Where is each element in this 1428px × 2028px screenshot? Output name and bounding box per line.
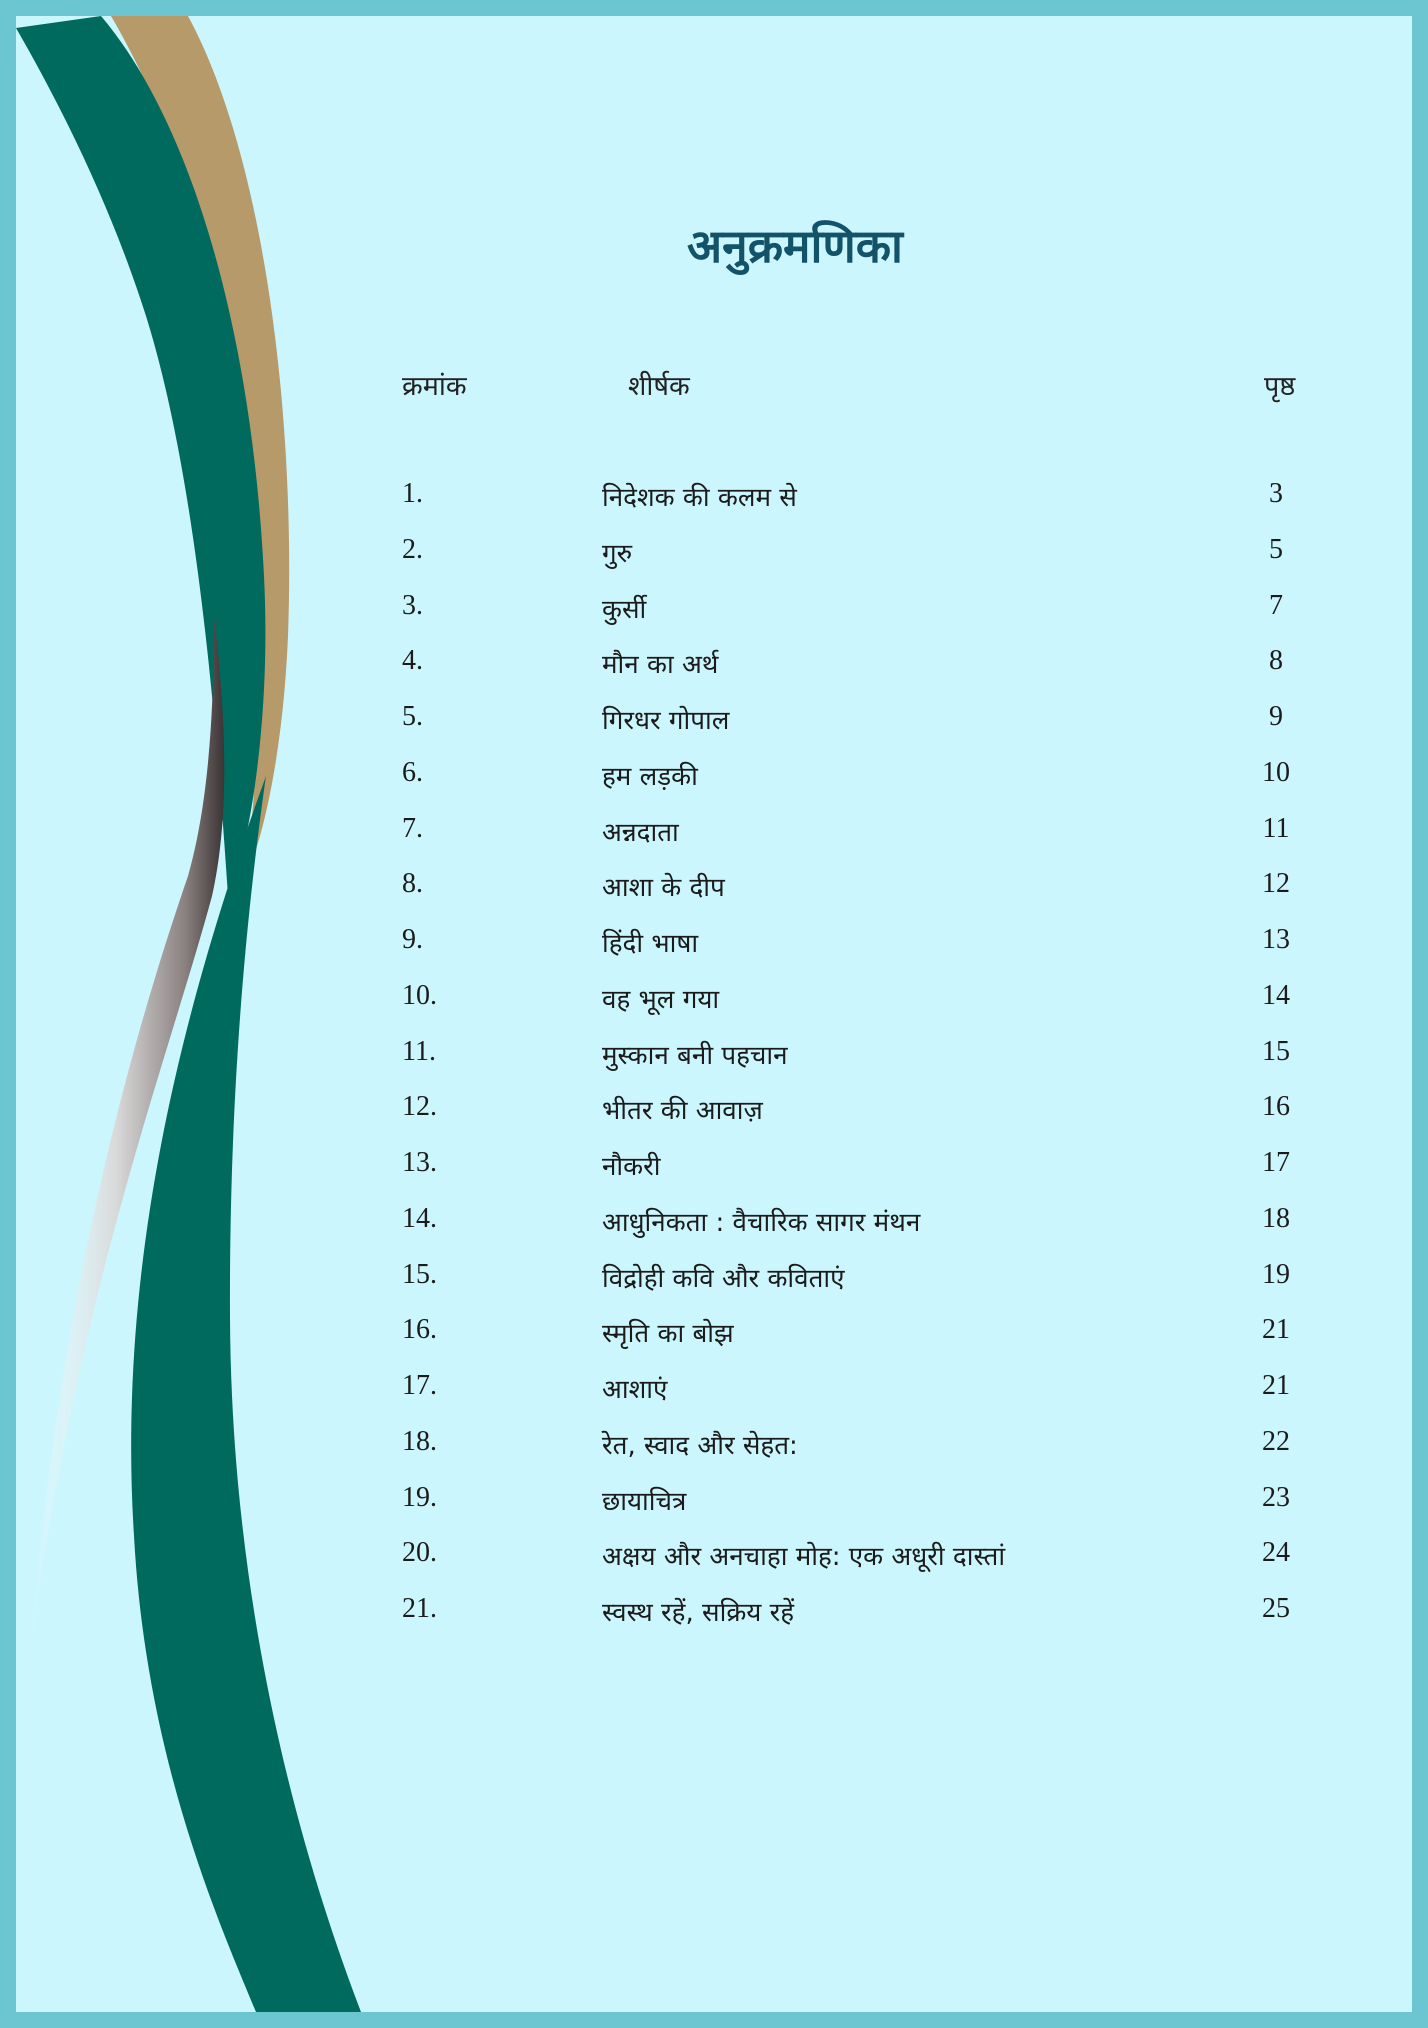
toc-row-number: 19.	[402, 1481, 437, 1513]
toc-row	[16, 534, 1412, 574]
toc-row	[16, 701, 1412, 741]
toc-row-number: 18.	[402, 1425, 437, 1457]
toc-row-title: छायाचित्र	[602, 1486, 687, 1517]
toc-row-title: हम लड़की	[602, 761, 698, 792]
toc-row-page: 13	[1262, 924, 1290, 955]
toc-row-number: 11.	[402, 1035, 436, 1067]
toc-row-number: 20.	[402, 1537, 437, 1569]
toc-row	[16, 868, 1412, 908]
toc-row-number: 5.	[402, 701, 423, 732]
toc-row-page: 14	[1262, 979, 1290, 1011]
toc-row-title: गुरु	[602, 538, 633, 569]
toc-row-page: 11	[1262, 812, 1290, 844]
toc-row-page: 12	[1262, 868, 1290, 900]
toc-row-title: आधुनिकता : वैचारिक सागर मंथन	[602, 1207, 921, 1238]
toc-row	[16, 1036, 1412, 1076]
toc-row	[16, 1091, 1412, 1131]
toc-row	[16, 1370, 1412, 1410]
toc-row-title: निदेशक की कलम से	[602, 483, 797, 513]
toc-row-title: आशाएं	[602, 1375, 668, 1405]
toc-row-number: 16.	[402, 1314, 437, 1346]
toc-row-number: 8.	[402, 868, 423, 900]
toc-row-number: 17.	[402, 1370, 437, 1401]
toc-row	[16, 1147, 1412, 1187]
column-header-number: क्रमांक	[402, 371, 467, 402]
toc-row	[16, 1593, 1412, 1633]
toc-row	[16, 1482, 1412, 1522]
toc-row-title: स्मृति का बोझ	[602, 1319, 734, 1350]
toc-row-page: 15	[1262, 1035, 1290, 1067]
toc-row-page: 23	[1262, 1481, 1290, 1513]
toc-row-number: 13.	[402, 1147, 437, 1178]
toc-row-title: मौन का अर्थ	[602, 650, 719, 681]
toc-row-title: गिरधर गोपाल	[602, 706, 730, 736]
toc-row-number: 1.	[402, 478, 423, 509]
toc-row-page: 24	[1262, 1537, 1290, 1569]
toc-row-number: 10.	[402, 979, 437, 1011]
toc-row-page: 22	[1262, 1425, 1290, 1457]
toc-row-title: विद्रोही कवि और कविताएं	[602, 1263, 845, 1294]
toc-row-title: भीतर की आवाज़	[602, 1096, 763, 1127]
column-header-title: शीर्षक	[628, 371, 690, 402]
toc-row-number: 14.	[402, 1202, 437, 1234]
toc-row-title: कुर्सी	[602, 594, 647, 625]
toc-row-title: हिंदी भाषा	[602, 929, 699, 959]
toc-row	[16, 1259, 1412, 1299]
toc-row-page: 7	[1269, 589, 1283, 621]
toc-row	[16, 757, 1412, 797]
toc-list	[16, 16, 1412, 2012]
toc-row-title: आशा के दीप	[602, 873, 725, 904]
toc-row-page: 3	[1269, 478, 1283, 509]
toc-row	[16, 980, 1412, 1020]
toc-row-page: 21	[1262, 1314, 1290, 1346]
toc-row-title: रेत, स्वाद और सेहत:	[602, 1430, 798, 1461]
toc-row-number: 12.	[402, 1091, 437, 1123]
toc-row	[16, 1314, 1412, 1354]
toc-row	[16, 924, 1412, 964]
toc-row-page: 21	[1262, 1370, 1290, 1401]
toc-row-page: 17	[1262, 1147, 1290, 1178]
toc-row-number: 4.	[402, 645, 423, 677]
toc-row	[16, 645, 1412, 685]
toc-row-number: 15.	[402, 1258, 437, 1290]
toc-row-page: 8	[1269, 645, 1283, 677]
toc-row	[16, 813, 1412, 853]
toc-row-title: मुस्कान बनी पहचान	[602, 1040, 788, 1071]
toc-page	[16, 16, 1412, 2012]
toc-row-page: 10	[1262, 756, 1290, 788]
toc-row	[16, 1426, 1412, 1466]
toc-row-page: 5	[1269, 533, 1283, 565]
toc-row-number: 21.	[402, 1593, 437, 1624]
toc-row-page: 19	[1262, 1258, 1290, 1290]
toc-row-number: 9.	[402, 924, 423, 955]
toc-row-title: वह भूल गया	[602, 984, 720, 1015]
toc-row-number: 2.	[402, 533, 423, 565]
column-header-page: पृष्ठ	[1264, 371, 1296, 402]
toc-row-page: 25	[1262, 1593, 1290, 1624]
toc-row	[16, 1203, 1412, 1243]
toc-row-title: स्वस्थ रहें, सक्रिय रहें	[602, 1598, 795, 1628]
toc-row-page: 9	[1269, 701, 1283, 732]
toc-row-page: 18	[1262, 1202, 1290, 1234]
toc-row-number: 6.	[402, 756, 423, 788]
toc-row	[16, 1537, 1412, 1577]
toc-row	[16, 590, 1412, 630]
toc-row-page: 16	[1262, 1091, 1290, 1123]
toc-row-number: 3.	[402, 589, 423, 621]
toc-row-title: नौकरी	[602, 1152, 661, 1182]
toc-row-title: अक्षय और अनचाहा मोह: एक अधूरी दास्तां	[602, 1542, 1006, 1573]
toc-row-number: 7.	[402, 812, 423, 844]
toc-row-title: अन्नदाता	[602, 817, 679, 848]
page-title: अनुक्रमणिका	[687, 219, 903, 273]
toc-row	[16, 478, 1412, 518]
